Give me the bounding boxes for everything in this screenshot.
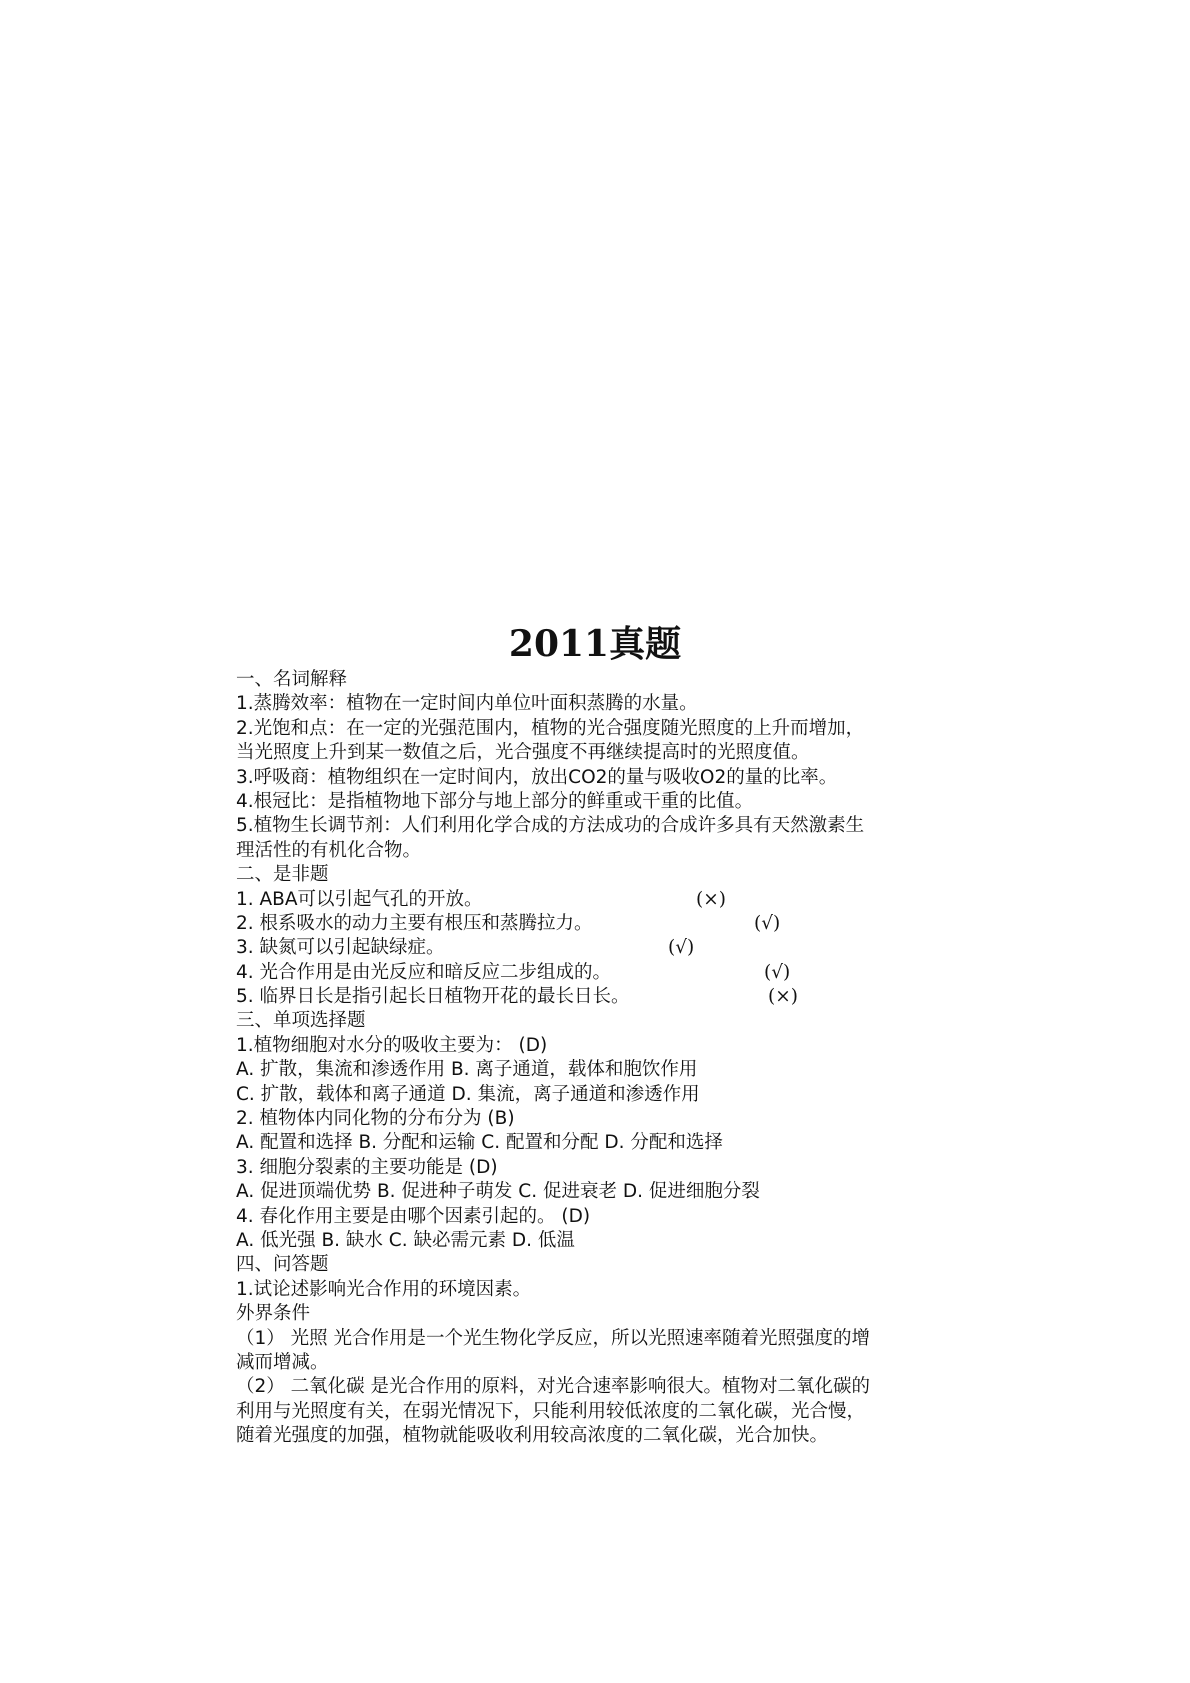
section-heading-true-false: 二、是非题 [236,864,329,886]
true-false-answer: (√) [668,937,695,959]
true-false-question: 2. 根系吸水的动力主要有根压和蒸腾拉力。 [236,912,593,934]
true-false-answer: (×) [696,888,726,910]
choice-options: A. 低光强 B. 缺水 C. 缺必需元素 D. 低温 [236,1229,575,1251]
essay-question: 1.试论述影响光合作用的环境因素。 [236,1278,532,1300]
essay-answer-line: （2） 二氧化碳 是光合作用的原料，对光合速率影响很大。植物对二氧化碳的 [236,1376,871,1398]
true-false-item [236,888,966,912]
essay-answer-line: （1） 光照 光合作用是一个光生物化学反应，所以光照速率随着光照强度的增 [236,1327,871,1349]
section-heading-definitions: 一、名词解释 [236,669,348,690]
page-title: 2011真题 [508,623,682,665]
definition-item: 2.光饱和点：在一定的光强范围内，植物的光合强度随光照度的上升而增加， [236,717,865,739]
true-false-item [236,985,966,1009]
essay-answer-line: 外界条件 [236,1303,311,1325]
section-heading-multiple-choice: 三、单项选择题 [236,1010,366,1032]
definition-item: 4.根冠比：是指植物地下部分与地上部分的鲜重或干重的比值。 [236,790,754,812]
section-heading-essay: 四、问答题 [236,1254,329,1276]
true-false-question: 4. 光合作用是由光反应和暗反应二步组成的。 [236,961,612,983]
choice-options: A. 配置和选择 B. 分配和运输 C. 配置和分配 D. 分配和选择 [236,1132,723,1154]
true-false-answer: (×) [768,986,798,1008]
choice-question: 3. 细胞分裂素的主要功能是 (D) [236,1156,498,1178]
true-false-question: 1. ABA可以引起气孔的开放。 [236,888,483,910]
definition-item: 1.蒸腾效率：植物在一定时间内单位叶面积蒸腾的水量。 [236,693,698,715]
choice-question: 4. 春化作用主要是由哪个因素引起的。 (D) [236,1205,591,1227]
essay-answer-line: 利用与光照度有关，在弱光情况下，只能利用较低浓度的二氧化碳，光合慢， [236,1400,866,1422]
definition-item: 5.植物生长调节剂：人们利用化学合成的方法成功的合成许多具有天然激素生 [236,815,865,837]
essay-answer-line: 减而增减。 [236,1351,329,1373]
definition-item: 3.呼吸商：植物组织在一定时间内，放出CO2的量与吸收O2的量的比率。 [236,766,838,788]
true-false-item [236,912,966,936]
definition-item: 理活性的有机化合物。 [236,839,422,861]
essay-answer-line: 随着光强度的加强，植物就能吸收利用较高浓度的二氧化碳，光合加快。 [236,1425,829,1447]
choice-options: C. 扩散，载体和离子通道 D. 集流，离子通道和渗透作用 [236,1083,700,1105]
true-false-item [236,961,966,985]
true-false-question: 3. 缺氮可以引起缺绿症。 [236,937,445,959]
true-false-answer: (√) [764,961,791,983]
choice-options: A. 扩散，集流和渗透作用 B. 离子通道，载体和胞饮作用 [236,1059,698,1081]
choice-options: A. 促进顶端优势 B. 促进种子萌发 C. 促进衰老 D. 促进细胞分裂 [236,1181,760,1203]
true-false-item [236,936,966,960]
definition-item: 当光照度上升到某一数值之后，光合强度不再继续提高时的光照度值。 [236,742,810,764]
choice-question: 1.植物细胞对水分的吸收主要为： (D) [236,1034,548,1056]
true-false-question: 5. 临界日长是指引起长日植物开花的最长日长。 [236,986,630,1008]
choice-question: 2. 植物体内同化物的分布分为 (B) [236,1108,515,1130]
document-body [236,668,966,1449]
true-false-answer: (√) [754,912,781,934]
